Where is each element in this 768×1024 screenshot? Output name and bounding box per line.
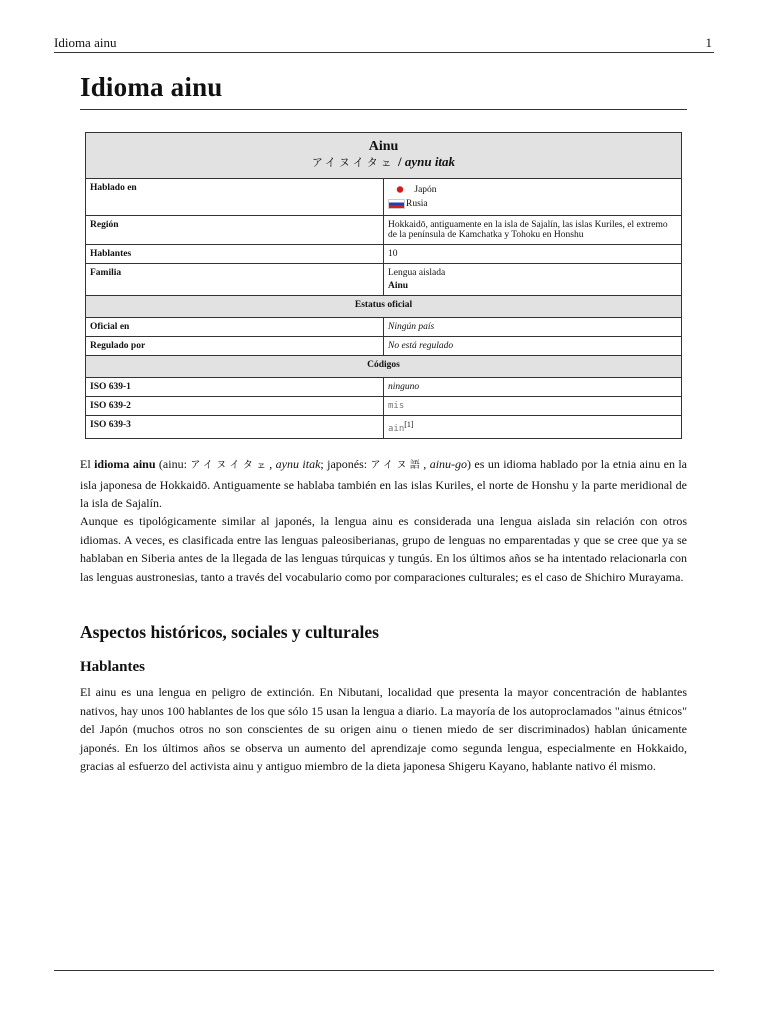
intro-text-e: , [423,457,430,471]
infobox [85,132,682,439]
familia-value-2: Ainu [388,281,409,291]
intro-ainu-script: アイヌイタ𛅥 [190,460,270,471]
footer-rule [54,970,714,971]
intro-text-c: , [269,457,276,471]
intro-text-f: ) es un idioma hablado por la etnia ainu en la isla japonesa de Hokkaidō. Antiguamente se hablaba también en las islas Kuriles, el norte de Honshu y la parte meridional de la isla de Sajalín. [80,457,688,510]
russia-flag-icon [388,199,405,209]
japan-flag-icon [392,185,408,194]
row-iso3 [86,416,682,439]
row-iso2 [86,397,682,416]
estatus-oficial-header: Estatus oficial [86,296,682,318]
value-hablantes: 10 [384,245,682,264]
infobox-name: Ainu [368,139,399,154]
infobox-native-separator: / [394,154,405,169]
label-hablantes: Hablantes [86,245,384,264]
label-hablado-en: Hablado en [86,179,384,216]
label-iso1: ISO 639-1 [86,378,384,397]
intro-text-b: (ainu: [155,457,191,471]
value-hablado-en [384,179,682,216]
intro-paragraph-1 [80,455,687,513]
intro-ainu-go: ainu-go [429,457,468,471]
label-iso2: ISO 639-2 [86,397,384,416]
value-regulado-por: No está regulado [384,337,682,356]
value-iso1: ninguno [384,378,682,397]
iso3-reference[interactable]: [1] [404,420,414,429]
row-codigos-header [86,356,682,378]
intro-japanese-script: アイヌ語 [370,460,424,471]
page-title: Idioma ainu [80,72,223,102]
country-rusia[interactable]: Rusia [406,199,428,209]
value-iso2-cell [384,397,682,416]
infobox-native-script: アイヌイタ𛅥 [311,156,395,169]
running-header [54,34,714,53]
subsection-heading: Hablantes [80,659,146,675]
row-familia [86,264,682,296]
familia-value-1[interactable]: Lengua aislada [388,268,446,278]
value-iso3[interactable]: ain [388,424,405,435]
row-iso1 [86,378,682,397]
intro-bold-term: idioma ainu [94,457,156,471]
row-oficial-en [86,318,682,337]
title-rule [80,109,687,110]
infobox-native-latin: aynu itak [404,154,456,169]
value-oficial-en: Ningún país [384,318,682,337]
value-region: Hokkaidō, antiguamente en la isla de Sajalín, las islas Kuriles, el extremo de la península de Kamchatka y Tohoku en Honshu [384,216,682,245]
infobox-native-name [90,154,677,171]
label-familia: Familia [86,264,384,296]
label-oficial-en: Oficial en [86,318,384,337]
page-number: 1 [705,35,712,50]
label-regulado-por: Regulado por [86,337,384,356]
label-iso3: ISO 639-3 [86,416,384,439]
intro-text-a: El [80,457,95,471]
value-iso2[interactable]: mis [388,401,405,411]
infobox-header [86,133,682,179]
section-heading: Aspectos históricos, sociales y culturales [80,622,379,642]
intro-paragraph-2: Aunque es tipológicamente similar al japonés, la lengua ainu es considerada una lengua aislada sin relación con otros idiomas. A veces, es clasificada entre las lenguas paleosiberianas, grupo de lenguas no emparentadas y que se cree que ya se hablaban en Siberia antes de la llegada de las lenguas túrquicas y tungús. En los últimos años se ha intentado relacionarla con las lenguas austronesias, tanto a través del vocabulario como por comparaciones culturales; es el caso de Shichiro Murayama. [80,514,687,584]
row-region [86,216,682,245]
codigos-header: Códigos [86,356,682,378]
country-japon[interactable]: Japón [414,185,437,195]
intro-aynu-itak: aynu itak [275,457,321,471]
row-hablado-en [86,179,682,216]
hablantes-paragraph: El ainu es una lengua en peligro de extinción. En Nibutani, localidad que presenta la mayor concentración de hablantes nativos, hay unos 100 hablantes de los que sólo 15 usan la lengua a diario. La mayoría de los autoproclamados "ainus étnicos" del Japón (muchos otros no son conscientes de su origen ainu o tienen miedo de ser discriminados) hablan únicamente japonés. En los últimos años se observa un aumento del aprendizaje como segunda lengua, especialmente en Hokkaido, gracias al esfuerzo del activista ainu y antiguo miembro de la dieta japonesa Shigeru Kayano, hablante nativo él mismo. [80,685,687,773]
infobox-header-row [86,133,682,179]
row-hablantes [86,245,682,264]
value-iso3-cell [384,416,682,439]
intro-text-d: ; japonés: [320,457,371,471]
label-region: Región [86,216,384,245]
row-regulado-por [86,337,682,356]
value-familia [384,264,682,296]
row-estatus-header [86,296,682,318]
running-header-title: Idioma ainu [54,35,117,50]
